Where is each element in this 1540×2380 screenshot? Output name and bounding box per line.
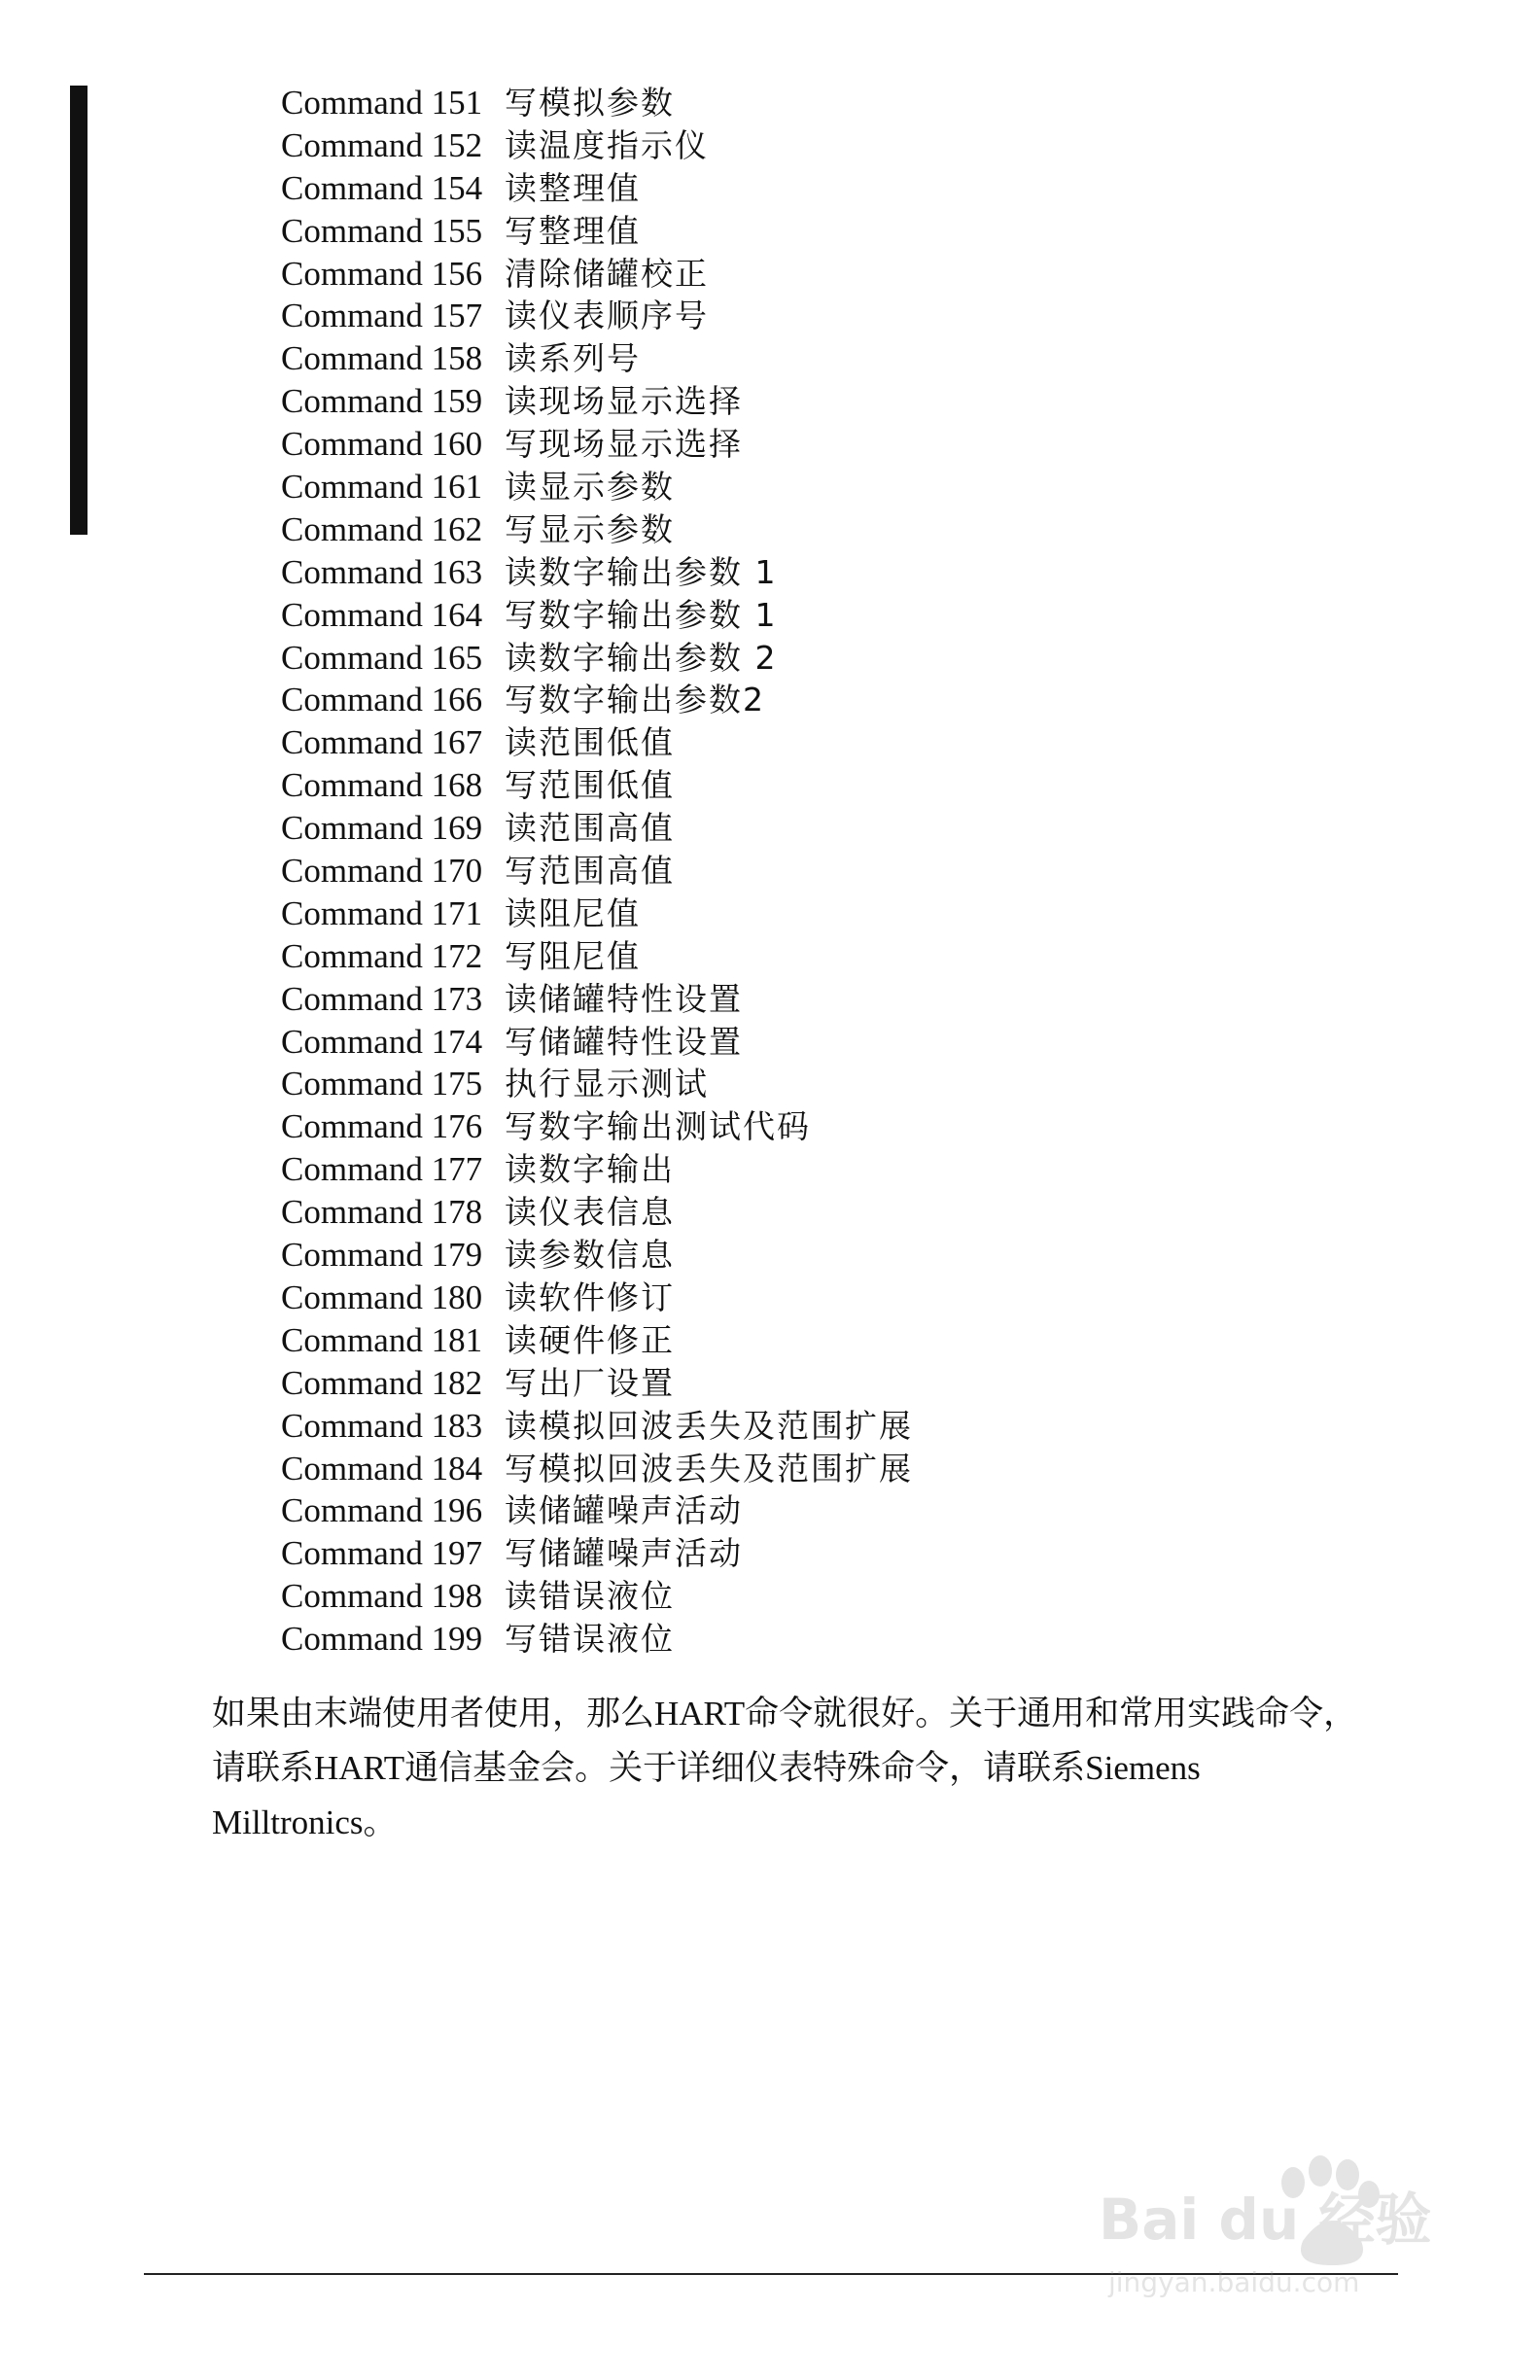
command-code: Command 161: [281, 468, 483, 507]
command-list: [281, 82, 1350, 1661]
command-row: [281, 466, 1350, 508]
command-description: 写显示参数: [505, 509, 675, 548]
command-description: 写现场显示选择: [505, 425, 743, 464]
command-row: [281, 892, 1350, 935]
paragraph-line-1: 如果由末端使用者使用，那么HART命令就很好。关于通用和常用实践命令，: [212, 1695, 1358, 1732]
watermark-url: jingyan.baidu.com: [1108, 2266, 1360, 2298]
command-row: [281, 935, 1350, 978]
command-code: Command 178: [281, 1193, 483, 1232]
command-row: [281, 1105, 1350, 1148]
command-code: Command 197: [281, 1534, 483, 1573]
command-code: Command 162: [281, 509, 483, 548]
hart-info-paragraph: [212, 1687, 1398, 1850]
paragraph-line-2: 请联系HART通信基金会。关于详细仪表特殊命令，请联系Siemens: [212, 1749, 1201, 1787]
revision-bar: [70, 86, 88, 535]
command-description: 读模拟回波丢失及范围扩展: [505, 1406, 913, 1445]
command-code: Command 176: [281, 1107, 483, 1146]
command-description: 读仪表顺序号: [505, 297, 709, 335]
command-row: [281, 124, 1350, 167]
command-code: Command 172: [281, 936, 483, 975]
command-row: [281, 1063, 1350, 1105]
command-row: [281, 1618, 1350, 1661]
command-description: 写出厂设置: [505, 1363, 675, 1402]
command-description: 读温度指示仪: [505, 125, 709, 164]
command-description: 读数字输出参数 1: [505, 552, 778, 591]
command-description: 读范围低值: [505, 723, 675, 762]
command-description: 写数字输出测试代码: [505, 1107, 811, 1146]
command-code: Command 175: [281, 1065, 483, 1103]
command-row: [281, 337, 1350, 380]
command-description: 读错误液位: [505, 1577, 675, 1616]
command-row: [281, 637, 1350, 680]
command-row: [281, 423, 1350, 466]
command-row: [281, 1277, 1350, 1319]
command-description: 读储罐特性设置: [505, 979, 743, 1018]
command-code: Command 171: [281, 893, 483, 932]
command-row: [281, 1148, 1350, 1191]
command-description: 写错误液位: [505, 1620, 675, 1659]
command-code: Command 152: [281, 125, 483, 164]
command-row: [281, 978, 1350, 1021]
command-description: 读数字输出: [505, 1150, 675, 1189]
command-row: [281, 1021, 1350, 1064]
command-description: 写模拟参数: [505, 84, 675, 122]
command-row: [281, 850, 1350, 892]
command-row: [281, 82, 1350, 124]
command-code: Command 173: [281, 979, 483, 1018]
command-description: 读整理值: [505, 168, 641, 207]
baidu-jingyan-watermark: [1089, 2124, 1439, 2309]
command-description: 写储罐特性设置: [505, 1022, 743, 1061]
command-code: Command 151: [281, 84, 483, 122]
command-row: [281, 508, 1350, 551]
command-row: [281, 295, 1350, 337]
command-row: [281, 594, 1350, 637]
command-code: Command 159: [281, 382, 483, 421]
command-description: 写范围高值: [505, 852, 675, 891]
command-code: Command 166: [281, 681, 483, 719]
command-code: Command 167: [281, 723, 483, 762]
command-description: 写整理值: [505, 211, 641, 250]
command-description: 写模拟回波丢失及范围扩展: [505, 1449, 913, 1488]
command-code: Command 155: [281, 211, 483, 250]
command-row: [281, 1405, 1350, 1448]
command-description: 读硬件修正: [505, 1320, 675, 1359]
command-row: [281, 551, 1350, 594]
command-code: Command 196: [281, 1491, 483, 1530]
command-code: Command 157: [281, 297, 483, 335]
command-row: [281, 1234, 1350, 1277]
command-row: [281, 1319, 1350, 1362]
command-row: [281, 210, 1350, 253]
command-code: Command 184: [281, 1449, 483, 1488]
command-code: Command 158: [281, 339, 483, 378]
command-code: Command 181: [281, 1320, 483, 1359]
command-row: [281, 253, 1350, 296]
command-code: Command 164: [281, 595, 483, 634]
watermark-brand: Bai du 经验: [1099, 2187, 1432, 2253]
command-code: Command 177: [281, 1150, 483, 1189]
command-description: 写数字输出参数 1: [505, 595, 778, 634]
command-row: [281, 1362, 1350, 1405]
paragraph-line-3: Milltronics。: [212, 1803, 398, 1841]
command-description: 读储罐噪声活动: [505, 1491, 743, 1530]
command-description: 读范围高值: [505, 809, 675, 848]
command-row: [281, 807, 1350, 850]
command-row: [281, 1191, 1350, 1234]
command-description: 写储罐噪声活动: [505, 1534, 743, 1573]
command-code: Command 156: [281, 254, 483, 293]
command-description: 读系列号: [505, 339, 641, 378]
command-row: [281, 1489, 1350, 1532]
command-description: 读阻尼值: [505, 893, 641, 932]
command-code: Command 183: [281, 1406, 483, 1445]
command-code: Command 163: [281, 552, 483, 591]
command-description: 写阻尼值: [505, 936, 641, 975]
command-code: Command 180: [281, 1278, 483, 1316]
command-row: [281, 1532, 1350, 1575]
command-description: 读软件修订: [505, 1278, 675, 1316]
command-code: Command 170: [281, 852, 483, 891]
command-description: 读现场显示选择: [505, 382, 743, 421]
command-description: 执行显示测试: [505, 1065, 709, 1103]
command-code: Command 174: [281, 1022, 483, 1061]
command-row: [281, 764, 1350, 807]
command-row: [281, 1448, 1350, 1490]
command-row: [281, 721, 1350, 764]
command-code: Command 179: [281, 1236, 483, 1275]
command-description: 读显示参数: [505, 468, 675, 507]
command-description: 读参数信息: [505, 1236, 675, 1275]
command-code: Command 165: [281, 638, 483, 677]
command-row: [281, 380, 1350, 423]
command-description: 读数字输出参数 2: [505, 638, 778, 677]
command-row: [281, 167, 1350, 210]
command-code: Command 169: [281, 809, 483, 848]
command-code: Command 199: [281, 1620, 483, 1659]
command-description: 写数字输出参数2: [505, 681, 765, 719]
command-description: 清除储罐校正: [505, 254, 709, 293]
command-code: Command 154: [281, 168, 483, 207]
command-description: 读仪表信息: [505, 1193, 675, 1232]
command-description: 写范围低值: [505, 766, 675, 805]
command-code: Command 198: [281, 1577, 483, 1616]
command-code: Command 182: [281, 1363, 483, 1402]
command-row: [281, 679, 1350, 721]
command-code: Command 160: [281, 425, 483, 464]
command-row: [281, 1575, 1350, 1618]
command-code: Command 168: [281, 766, 483, 805]
